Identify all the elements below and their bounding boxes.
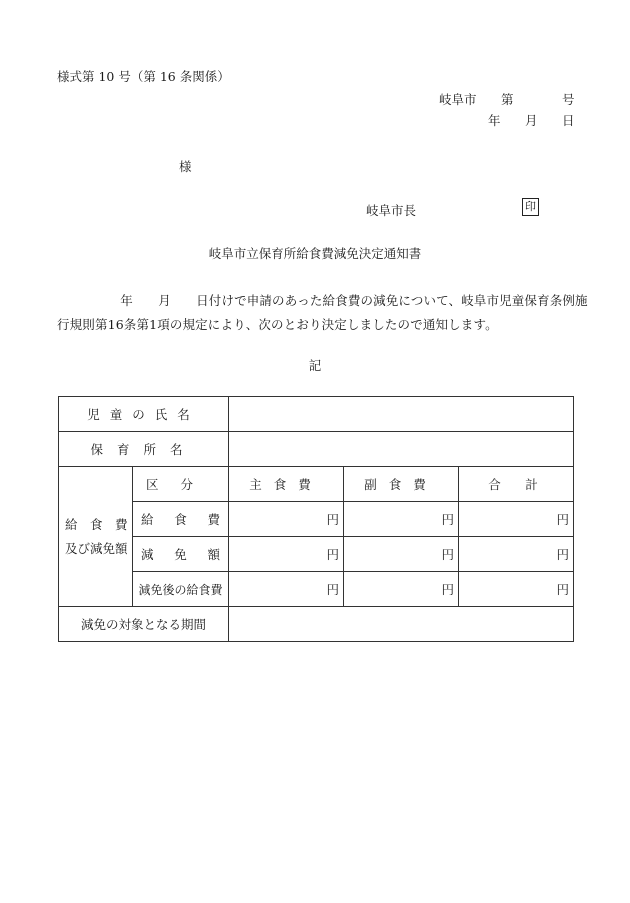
seal-mark: 印 <box>522 198 539 216</box>
header-staple: 主食費 <box>229 467 344 502</box>
header-total: 合 計 <box>459 467 574 502</box>
reduction-side-cell[interactable]: 円 <box>344 537 459 572</box>
issuer-city: 岐阜市 <box>439 92 477 107</box>
date-year: 年 <box>488 113 501 128</box>
period-label: 減免の対象となる期間 <box>59 607 229 642</box>
issuer-go: 号 <box>562 92 575 107</box>
issuer-dai: 第 <box>501 92 514 107</box>
row-label-fee: 給食費 <box>133 502 229 537</box>
body-paragraph <box>57 289 588 336</box>
facility-label: 保育所名 <box>59 432 229 467</box>
row-label-after-reduction: 減免後の給食費 <box>133 572 229 607</box>
reduction-total-cell[interactable]: 円 <box>459 537 574 572</box>
reduction-staple-cell[interactable]: 円 <box>229 537 344 572</box>
fee-staple-cell[interactable]: 円 <box>229 502 344 537</box>
table-row <box>59 537 574 572</box>
recipient-honorific: 様 <box>179 159 192 174</box>
after-side-cell[interactable]: 円 <box>344 572 459 607</box>
row-label-reduction: 減免額 <box>133 537 229 572</box>
ki-heading: 記 <box>308 358 322 373</box>
table-row <box>59 432 574 467</box>
sender-title: 岐阜市長 <box>366 203 417 218</box>
details-table <box>58 396 574 642</box>
date-month: 月 <box>525 113 538 128</box>
body-line-1: 年 月 日付けで申請のあった給食費の減免について、岐阜市児童保育条例施 <box>57 293 588 308</box>
date-day: 日 <box>562 113 575 128</box>
child-name-field[interactable] <box>229 397 574 432</box>
header-category: 区分 <box>133 467 229 502</box>
table-row <box>59 397 574 432</box>
document-title: 岐阜市立保育所給食費減免決定通知書 <box>208 246 422 261</box>
fee-total-cell[interactable]: 円 <box>459 502 574 537</box>
table-row <box>59 502 574 537</box>
header-side: 副食費 <box>344 467 459 502</box>
table-row <box>59 572 574 607</box>
after-staple-cell[interactable]: 円 <box>229 572 344 607</box>
after-total-cell[interactable]: 円 <box>459 572 574 607</box>
fee-side-cell[interactable]: 円 <box>344 502 459 537</box>
fee-group-label: 給 食 費 及び減免額 <box>59 467 133 607</box>
form-number: 様式第 10 号（第 16 条関係） <box>57 69 230 84</box>
body-line-2: 行規則第16条第1項の規定により、次のとおり決定しましたので通知します。 <box>57 316 498 332</box>
facility-field[interactable] <box>229 432 574 467</box>
period-field[interactable] <box>229 607 574 642</box>
child-name-label: 児童の氏名 <box>59 397 229 432</box>
table-row <box>59 607 574 642</box>
table-row <box>59 467 574 502</box>
